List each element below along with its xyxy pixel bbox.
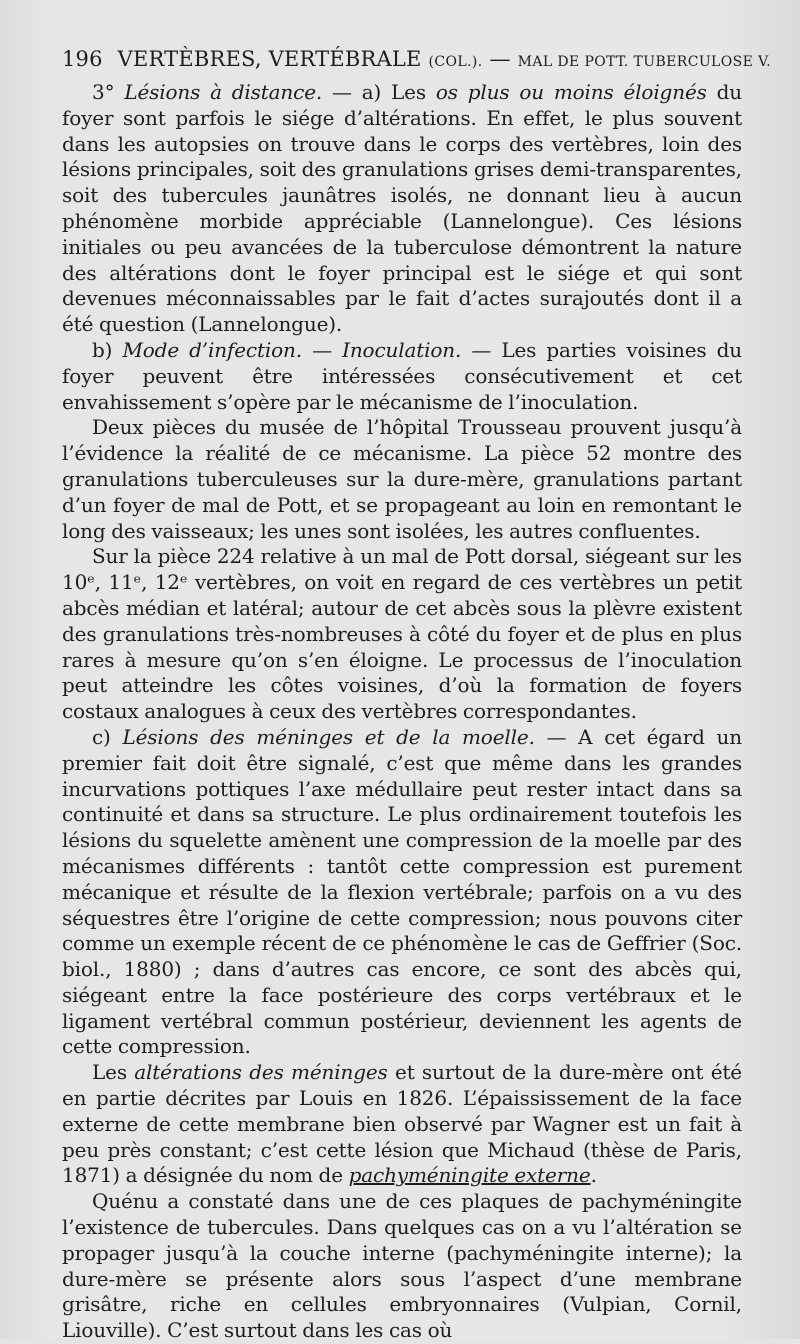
section-heading: Mode d’infection. — [122, 337, 302, 362]
paragraph-lead: Les — [92, 1060, 135, 1085]
emphasis: Inoculation. — [342, 337, 462, 362]
section-heading: Lésions des méninges et de la moelle. — [122, 724, 535, 749]
paragraph-text: et surtout de la dure-mère ont été en partie décrites par Louis en 1826. L’épaississement de la face externe de cette membrane bien observé par Wagner est un fait à peu près constant; c’est cette lésion que Michaud (thèse de Paris, 1871) a désignée du nom de — [62, 1060, 742, 1188]
paragraph-text: . — [590, 1163, 597, 1188]
header-dash: — — [489, 47, 511, 71]
text-body — [62, 80, 742, 1344]
paragraph — [62, 1060, 742, 1189]
paragraph — [62, 338, 742, 415]
paragraph: Quénu a constaté dans une de ces plaques de pachyméningite l’existence de tubercules. Dans quelques cas on a vu l’altération se propager jusqu’à la couche interne (pachyméningite interne); la dure-mère se présente alors sous l’aspect d’une membrane grisâtre, riche en cellules embryonnaires (Vulpian, Cornil, Liouville). C’est surtout dans les cas où — [62, 1189, 742, 1343]
running-title-col: (COL.). — [428, 54, 483, 70]
emphasis: os plus ou moins éloignés — [435, 80, 707, 104]
paragraph-text: du foyer sont parfois le siége d’altérations. En effet, le plus souvent dans les autopsies on trouve dans le corps des vertèbres, loin des lésions principales, soit des granulations grises demi-transparentes, soit des tubercules jaunâtres isolés, ne donnant lieu à aucun phénomène morbide appréciable (Lannelongue). Ces lésions initiales ou peu avancées de la tuberculose démontrent la nature des altérations dont le foyer principal est le siége et qui sont devenues méconnaissables par le fait d’actes surajoutés dont il a été question (Lannelongue). — [62, 80, 743, 337]
section-heading: Lésions à distance. — [124, 80, 323, 104]
paragraph — [62, 725, 742, 1060]
paragraph: Deux pièces du musée de l’hôpital Trousseau prouvent jusqu’à l’évidence la réalité de ce mécanisme. La pièce 52 montre des granulations tuberculeuses sur la dure-mère, granulations partant d’un foyer de mal de Pott, et se propageant au loin en remontant le long des vaisseaux; les unes sont isolées, les autres confluentes. — [62, 415, 742, 543]
emphasis: altérations des méninges — [134, 1060, 388, 1085]
section-title: MAL DE POTT. TUBERCULOSE V. — [517, 54, 771, 70]
paragraph-text: — — [301, 337, 343, 362]
paragraph — [62, 80, 742, 338]
running-header — [62, 46, 771, 75]
paragraph-lead: b) — [92, 337, 123, 362]
page-number: 196 — [62, 47, 103, 71]
emphasis: pachyméningite externe — [348, 1163, 591, 1188]
paragraph-lead: 3° — [92, 80, 125, 104]
paragraph-text: — Les parties voisines du foyer peuvent être intéressées consécutivement et cet envahissement s’opère par le mécanisme de l’inoculation. — [62, 337, 743, 414]
paragraph: Sur la pièce 224 relative à un mal de Pott dorsal, siégeant sur les 10ᵉ, 11ᵉ, 12ᵉ vertèbres, on voit en regard de ces vertèbres un petit abcès médian et latéral; autour de cet abcès sous la plèvre existent des granulations très-nombreuses à côté du foyer et de plus en plus rares à mesure qu’on s’en éloigne. Le processus de l’inoculation peut atteindre les côtes voisines, d’où la formation de foyers costaux analogues à ceux des vertèbres correspondantes. — [62, 544, 742, 724]
paragraph-lead: c) — [92, 724, 123, 749]
running-title: VERTÈBRES, VERTÉBRALE — [117, 47, 422, 71]
paragraph-text: — A cet égard un premier fait doit être signalé, c’est que même dans les grandes incurvations pottiques l’axe médullaire peut rester intact dans sa continuité et dans sa structure. Le plus ordinairement toutefois les lésions du squelette amènent une compression de la moelle par des mécanismes différents : tantôt cette compression est purement mécanique et résulte de la flexion vertébrale; parfois on a vu des séquestres être l’origine de cette compression; nous pouvons citer comme un exemple récent de ce phénomène le cas de Geffrier (Soc. biol., 1880) ; dans d’autres cas encore, ce sont des abcès qui, siégeant entre la face postérieure des corps vertébraux et le ligament vertébral commun postérieur, deviennent les agents de cette compression. — [62, 724, 742, 1059]
paragraph-text: — a) Les — [322, 80, 436, 104]
